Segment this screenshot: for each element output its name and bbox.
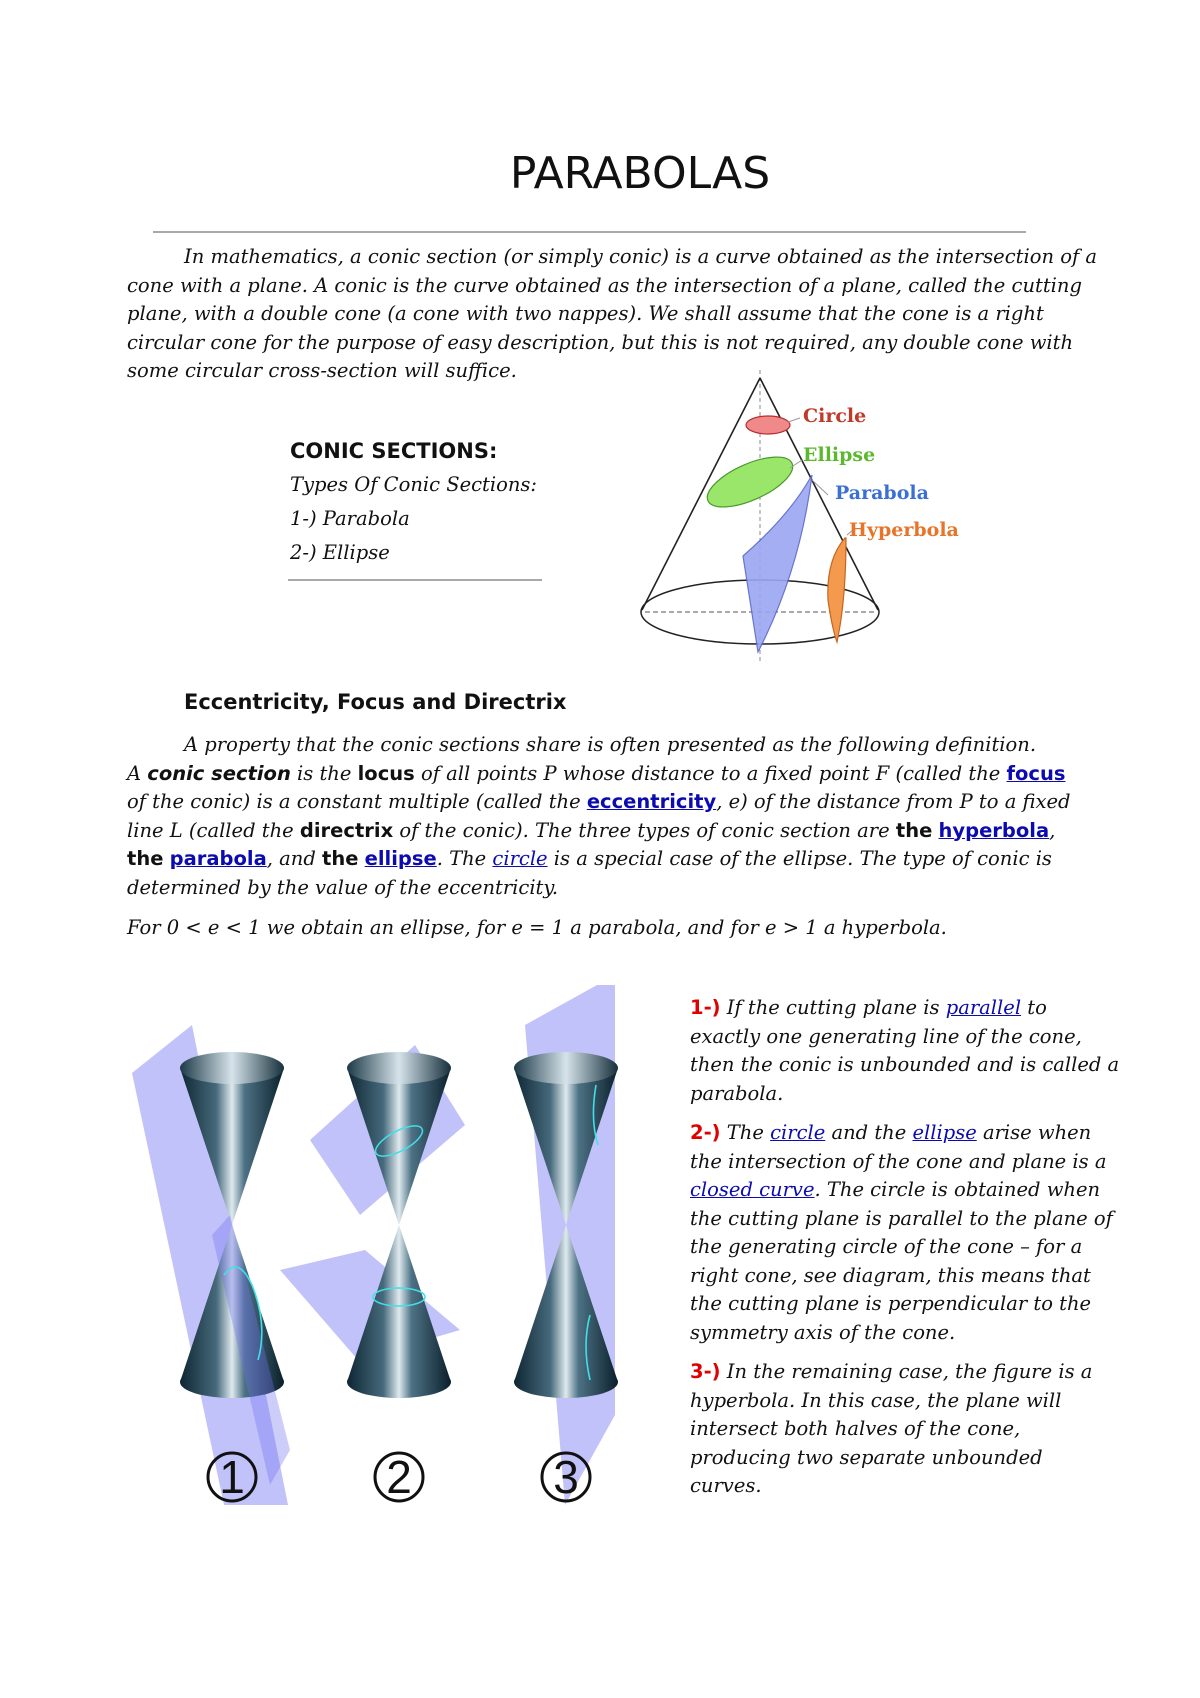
case-number: 3-) [690, 1360, 721, 1383]
title-divider [153, 231, 1026, 233]
text-run: arise when the intersection of the cone and plane is a [690, 1121, 1107, 1173]
term-directrix: directrix [299, 818, 394, 842]
term-locus: locus [357, 761, 415, 785]
text-run: , [1049, 818, 1056, 842]
conic-sections-sidebar [290, 434, 540, 570]
text-run: of all points P whose distance to a fixed point F (called the [414, 761, 1007, 785]
sidebar-divider [288, 579, 542, 581]
sidebar-heading: CONIC SECTIONS: [290, 439, 498, 463]
sidebar-subheading: Types Of Conic Sections: [290, 473, 537, 496]
case-number: 2-) [690, 1121, 721, 1144]
conic-sections-cone-diagram [640, 370, 980, 670]
text-run: If the cutting plane is [720, 996, 946, 1019]
text-run: of the conic). The three types of conic section are [393, 818, 896, 842]
text-run: , e) of the distance from P to a fixed line L (called the [127, 790, 1071, 842]
text-run: of the conic) is a constant multiple (called the [127, 790, 587, 813]
section-heading: Eccentricity, Focus and Directrix [184, 690, 567, 714]
definition-intro: A property that the conic sections share is often presented as the following definition. [184, 733, 1037, 756]
figure-number-1: 1 [219, 1451, 245, 1503]
sidebar-item: 1-) Parabola [290, 507, 410, 530]
text-run: to exactly one generating line of the cone, then the conic is unbounded and is called a parabola. [690, 996, 1120, 1105]
hyperbola-label: Hyperbola [849, 519, 959, 541]
focus-link[interactable]: focus [1006, 761, 1066, 785]
case-3 [690, 1358, 1120, 1501]
circle-link[interactable]: circle [492, 847, 548, 870]
closed-curve-link[interactable]: closed curve [690, 1178, 815, 1201]
parabola-label: Parabola [835, 482, 929, 504]
cases-column [690, 994, 1120, 1501]
parabola-link[interactable]: parabola [169, 847, 267, 870]
definition-paragraph [127, 760, 1087, 903]
case-number: 1-) [690, 996, 721, 1019]
text-run: and the [825, 1121, 913, 1144]
text-run: A [127, 761, 148, 785]
text-run: . The [436, 847, 493, 870]
text-run: the [895, 818, 933, 842]
page-title: PARABOLAS [509, 148, 771, 199]
text-run: the [127, 847, 164, 870]
figure-3-hyperbola [514, 985, 618, 1505]
sidebar-item: 2-) Ellipse [290, 541, 390, 564]
text-run: , and [266, 847, 322, 870]
text-run: . The circle is obtained when the cutting plane is parallel to the plane of the generating circle of the cone – for a right cone, see diagram, this means that the cutting plane is perpendicular to the symmetry axis of the cone. [690, 1178, 1113, 1344]
text-run: is a special case of the ellipse. The type of conic is determined by the value of the eccentricity. [127, 847, 1052, 899]
eccentricity-section [127, 731, 1087, 943]
figure-2-ellipse [280, 1045, 465, 1398]
text-run: The [720, 1121, 771, 1144]
ellipse-link[interactable]: ellipse [364, 847, 437, 870]
figure-number-2: 2 [386, 1451, 412, 1503]
circle-link[interactable]: circle [770, 1121, 826, 1144]
text-run: In the remaining case, the figure is a hyperbola. In this case, the plane will intersect both halves of the cone, producing two separate unbounded curves. [690, 1360, 1093, 1497]
parallel-link[interactable]: parallel [945, 996, 1022, 1019]
ellipse-label: Ellipse [803, 444, 876, 466]
intro-paragraph: In mathematics, a conic section (or simply conic) is a curve obtained as the intersection of a cone with a plane. A conic is the curve obtained as the intersection of a plane, called the cutting plane, with a double cone (a cone with two nappes). We shall assume that the cone is a right circular cone for the purpose of easy description, but this is not required, any double cone with some circular cross-section will suffice. [127, 245, 1097, 382]
figure-1-parabola [132, 1025, 290, 1505]
term-conic-section: conic section [147, 761, 291, 785]
case-2 [690, 1119, 1120, 1347]
eccentricity-rule: For 0 < e < 1 we obtain an ellipse, for e = 1 a parabola, and for e > 1 a hyperbola. [127, 916, 947, 939]
circle-label: Circle [803, 405, 867, 427]
text-run: is the [290, 761, 358, 785]
plane-cone-intersections-figure [120, 985, 640, 1525]
text-run: the [322, 847, 359, 870]
eccentricity-link[interactable]: eccentricity [586, 790, 717, 813]
case-1 [690, 994, 1120, 1108]
ellipse-link[interactable]: ellipse [912, 1121, 977, 1144]
hyperbola-link[interactable]: hyperbola [938, 818, 1050, 842]
figure-number-3: 3 [553, 1451, 579, 1503]
